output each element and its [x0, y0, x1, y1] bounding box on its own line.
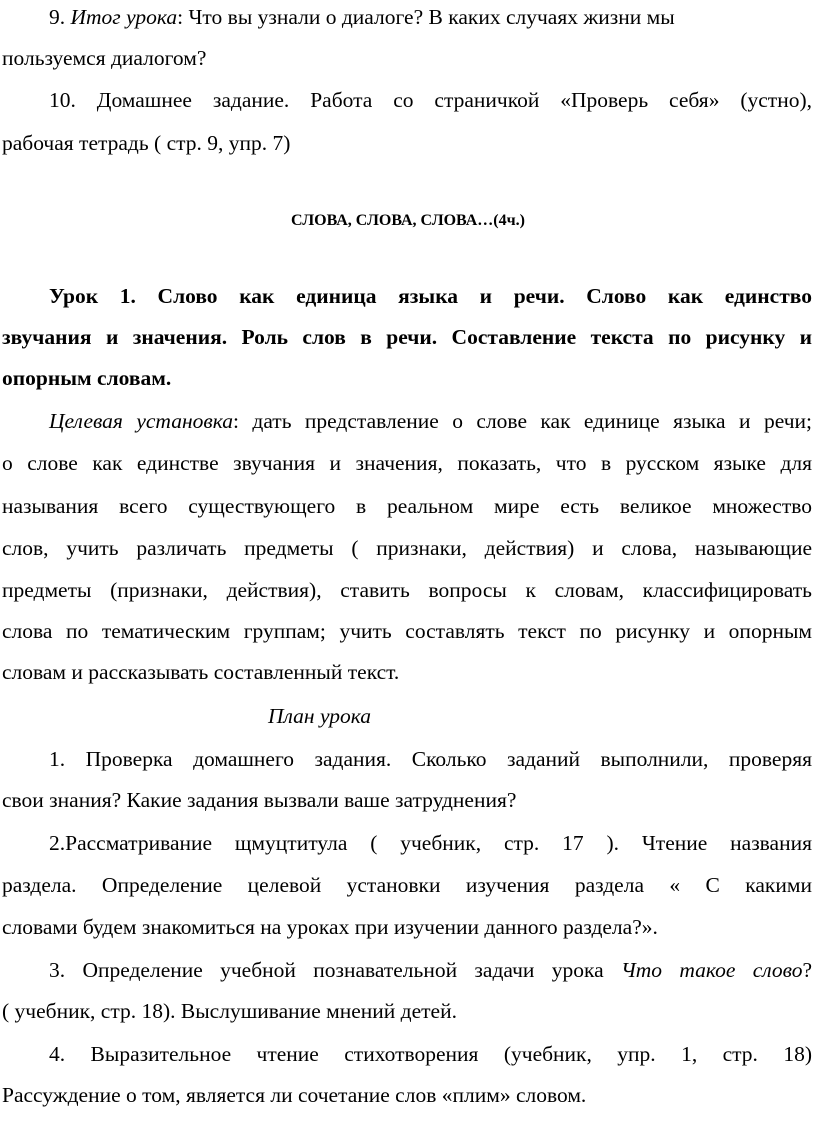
goal-line6: слова по тематическим группам; учить составлять текст по рисунку и опорным — [2, 619, 812, 643]
lesson-title-line3: опорным словам. — [2, 366, 172, 390]
item9-number: 9. — [49, 5, 66, 29]
plan-title: План урока — [268, 704, 371, 728]
goal-line1 — [49, 407, 812, 435]
goal-line5: предметы (признаки, действия), ставить вопросы к словам, классифицировать — [2, 578, 812, 602]
plan-item1-line2: свои знания? Какие задания вызвали ваше затруднения? — [2, 788, 517, 812]
item9-label: Итог урока — [70, 5, 178, 29]
goal-line7: словам и рассказывать составленный текст. — [2, 660, 400, 684]
plan-item3-line1 — [49, 956, 812, 984]
plan-item1-line1: 1. Проверка домашнего задания. Сколько заданий выполнили, проверяя — [49, 747, 812, 771]
plan-item3-line2: ( учебник, стр. 18). Выслушивание мнений детей. — [2, 999, 457, 1023]
goal-line3: называния всего существующего в реальном мире есть великое множество — [2, 494, 812, 518]
item10-line1: 10. Домашнее задание. Работа со страничкой «Проверь себя» (устно), — [49, 88, 812, 112]
lesson-title-line1: Урок 1. Слово как единица языка и речи. Слово как единство — [49, 284, 812, 308]
item9-line2: пользуемся диалогом? — [2, 46, 207, 70]
plan-item2-line1: 2.Рассматривание щмуцтитула ( учебник, стр. 17 ). Чтение названия — [49, 831, 812, 855]
plan-item2-line2: раздела. Определение целевой установки изучения раздела « С какими — [2, 873, 812, 897]
item9-line1 — [49, 3, 812, 31]
goal-line1-text: : дать представление о слове как единице языка и речи; — [232, 409, 812, 433]
plan-item4-line1: 4. Выразительное чтение стихотворения (учебник, упр. 1, стр. 18) — [49, 1042, 812, 1066]
goal-line2: о слове как единстве звучания и значения, показать, что в русском языке для — [2, 451, 812, 475]
goal-line4: слов, учить различать предметы ( признаки, действия) и слова, называющие — [2, 536, 812, 560]
plan-item3-text: 3. Определение учебной познавательной задачи урока — [49, 958, 621, 982]
item9-text-line1: : Что вы узнали о диалоге? В каких случаях жизни мы — [177, 5, 675, 29]
plan-item4-line2: Рассуждение о том, является ли сочетание слов «плим» словом. — [2, 1083, 587, 1107]
goal-label: Целевая установка — [49, 409, 233, 433]
plan-item2-line3: словами будем знакомиться на уроках при изучении данного раздела?». — [2, 915, 658, 939]
plan-item3-end: ? — [802, 958, 812, 982]
plan-item3-italic: Что такое слово — [620, 958, 803, 982]
item10-line2: рабочая тетрадь ( стр. 9, упр. 7) — [2, 131, 291, 155]
section-title: СЛОВА, СЛОВА, СЛОВА…(4ч.) — [291, 212, 525, 229]
lesson-title-line2: звучания и значения. Роль слов в речи. Составление текста по рисунку и — [2, 325, 812, 349]
